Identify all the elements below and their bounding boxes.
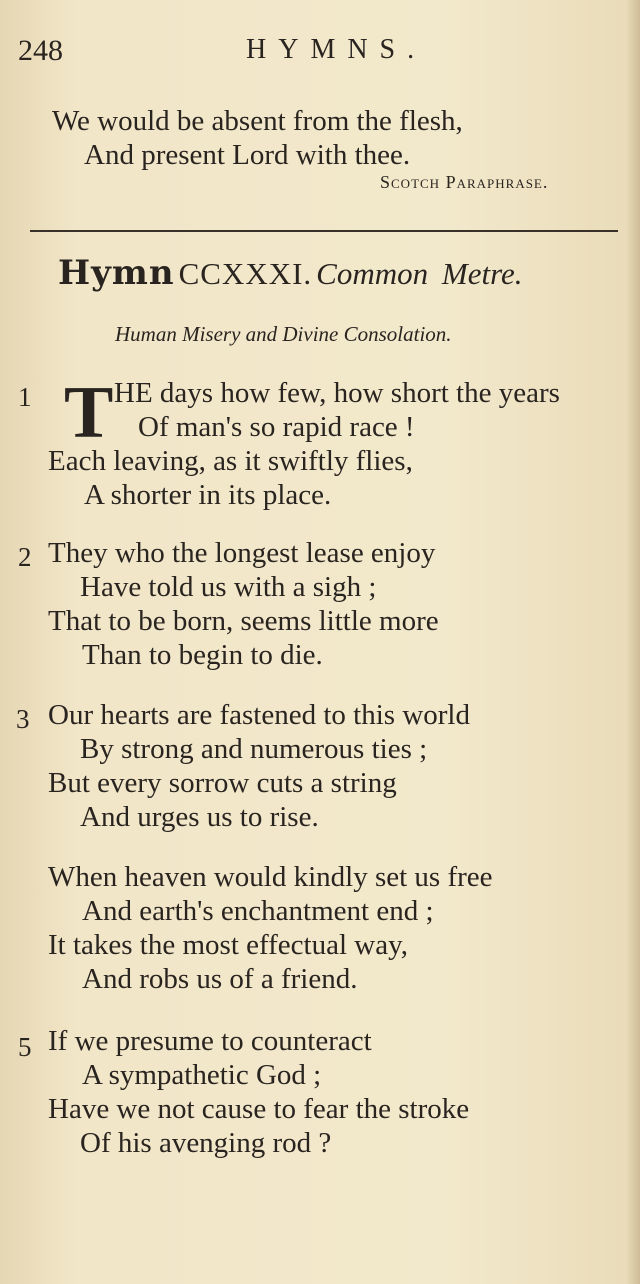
verse-line: If we presume to counteract	[48, 1025, 372, 1057]
verse-line: Of his avenging rod ?	[80, 1127, 332, 1159]
verse-line: And present Lord with thee.	[84, 139, 411, 171]
stanza-number: 2	[18, 542, 32, 572]
verse-line: We would be absent from the flesh,	[52, 105, 463, 137]
verse-line: Each leaving, as it swiftly flies,	[48, 445, 413, 477]
verse-line: And robs us of a friend.	[82, 963, 358, 995]
hymn-word: Hymn	[58, 253, 175, 293]
verse-line: Than to begin to die.	[82, 639, 323, 671]
hymn-metre: Common Metre.	[316, 256, 523, 291]
verse-line: By strong and numerous ties ;	[80, 733, 428, 765]
stanza-number: 5	[18, 1032, 32, 1062]
verse-line: HE days how few, how short the years	[114, 377, 560, 409]
verse-line: Of man's so rapid race !	[138, 411, 415, 443]
stanza-number: 3	[16, 704, 30, 734]
hymn-title	[58, 253, 523, 293]
verse-line: And urges us to rise.	[80, 801, 319, 833]
verse-line: It takes the most effectual way,	[48, 929, 408, 961]
hymn-subtitle: Human Misery and Divine Consolation.	[115, 322, 452, 346]
verse-line: A sympathetic God ;	[82, 1059, 322, 1091]
verse-line: Have told us with a sigh ;	[80, 571, 377, 603]
page-number: 248	[18, 34, 63, 67]
verse-line: A shorter in its place.	[84, 479, 332, 511]
section-divider	[30, 230, 618, 232]
drop-cap: T	[64, 372, 114, 454]
attribution: Scotch Paraphrase.	[380, 172, 549, 192]
verse-line: That to be born, seems little more	[48, 605, 439, 637]
verse-line: And earth's enchantment end ;	[82, 895, 434, 927]
verse-line: They who the longest lease enjoy	[48, 537, 436, 569]
page-header	[18, 34, 618, 74]
verse-line: When heaven would kindly set us free	[48, 861, 493, 893]
verse-line: Have we not cause to fear the stroke	[48, 1093, 470, 1125]
page-edge-shadow	[626, 0, 640, 1284]
running-head: HYMNS.	[246, 34, 427, 65]
stanza-number: 1	[18, 382, 32, 412]
verse-line: But every sorrow cuts a string	[48, 767, 397, 799]
verse-line: Our hearts are fastened to this world	[48, 699, 470, 731]
hymn-number: CCXXXI.	[178, 256, 313, 291]
